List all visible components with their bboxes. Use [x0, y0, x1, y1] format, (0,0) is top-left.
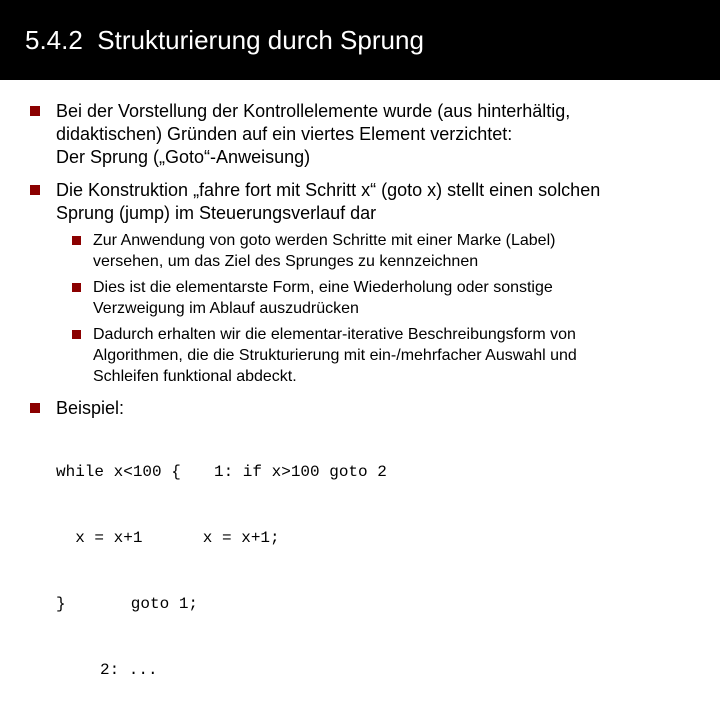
bullet-square-icon — [72, 236, 81, 245]
code-example-goto — [100, 417, 387, 703]
bullet-square-icon — [72, 330, 81, 339]
bullet-line: Die Konstruktion „fahre fort mit Schritt x“ (goto x) stellt einen solchen — [56, 180, 601, 200]
bullet-square-icon — [30, 106, 40, 116]
code-line: x = x+1; — [174, 529, 280, 547]
bullet-line: didaktischen) Gründen auf ein viertes Element verzichtet: — [56, 124, 513, 144]
code-line: while x<100 { — [56, 463, 181, 481]
bullet-line: Sprung (jump) im Steuerungsverlauf dar — [56, 203, 377, 223]
page-title: 5.4.2 Strukturierung durch Sprung — [25, 25, 424, 55]
sub-bullet-line: Dadurch erhalten wir die elementar-iterative Beschreibungsform von — [93, 326, 576, 343]
sub-bullet-line: Verzweigung im Ablauf auszudrücken — [93, 300, 359, 317]
bullet-line: Beispiel: — [56, 398, 125, 418]
sub-bullet-line: Dies ist die elementarste Form, eine Wiederholung oder sonstige — [93, 279, 553, 296]
sub-bullet-line: versehen, um das Ziel des Sprunges zu kennzeichnen — [93, 253, 479, 270]
bullet-square-icon — [30, 185, 40, 195]
sub-bullet-line: Zur Anwendung von goto werden Schritte mit einer Marke (Label) — [93, 232, 556, 249]
bullet-square-icon — [72, 283, 81, 292]
title-bar — [0, 0, 720, 80]
code-line: 1: if x>100 goto 2 — [214, 463, 387, 481]
bullet-line: Bei der Vorstellung der Kontrollelemente wurde (aus hinterhältig, — [56, 101, 571, 121]
code-line: 2: ... — [100, 661, 158, 679]
bullet-line: Der Sprung („Goto“-Anweisung) — [56, 147, 311, 167]
bullet-square-icon — [30, 403, 40, 413]
code-line: } — [56, 595, 66, 613]
code-line: x = x+1 — [56, 529, 143, 547]
sub-bullet-line: Algorithmen, die die Strukturierung mit ein-/mehrfacher Auswahl und — [93, 347, 577, 364]
sub-bullet-line: Schleifen funktional abdeckt. — [93, 368, 297, 385]
code-line: goto 1; — [102, 595, 199, 613]
